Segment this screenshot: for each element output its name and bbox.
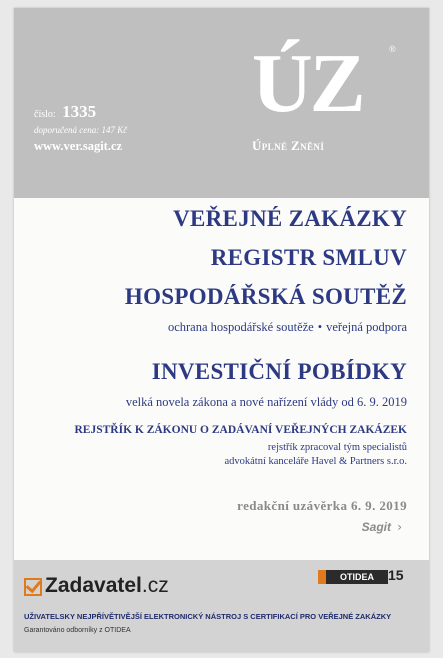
logo-subtitle: Úplné Znění — [252, 138, 325, 153]
advert-band — [14, 560, 429, 652]
register-line-1: rejstřík zpracoval tým specialistů — [267, 442, 407, 453]
issue-info — [34, 102, 96, 122]
otidea-logo: OTIDEA — [318, 570, 388, 584]
cover-header — [14, 8, 429, 198]
subtitle-part-a: ochrana hospodářské soutěže — [167, 320, 314, 334]
checkbox-icon — [24, 578, 42, 596]
sagit-logo: Sagit — [361, 520, 391, 534]
subtitle-investicni-pobidky: velká novela zákona a nové nařízení vlády od 6. 9. 2019 — [125, 395, 407, 409]
anniversary-badge: 15 — [388, 567, 404, 583]
book-cover — [14, 8, 429, 652]
subtitle-hospodarska-soutez — [168, 320, 407, 335]
brand-tld: .cz — [141, 574, 169, 597]
register-title: REJSTŘÍK K ZÁKONU O ZADÁVANÍ VEŘEJNÝCH ZAKÁZEK — [74, 424, 407, 436]
title-investicni-pobidky: INVESTIČNÍ POBÍDKY — [151, 359, 407, 384]
title-registr-smluv: REGISTR SMLUV — [210, 245, 407, 270]
sagit-arrow-icon: › — [397, 520, 402, 534]
issue-number: 1335 — [62, 102, 97, 121]
subtitle-part-b: veřejná podpora — [326, 320, 407, 334]
title-verejne-zakazky: VEŘEJNÉ ZAKÁZKY — [173, 206, 407, 231]
registered-mark: ® — [389, 44, 396, 54]
issue-label: číslo: — [34, 109, 56, 120]
uz-logo: ÚZ — [252, 37, 363, 130]
zadavatel-logo — [24, 574, 169, 598]
register-line-2: advokátní kanceláře Havel & Partners s.r.o. — [224, 456, 407, 467]
brand-main: Zadavatel — [45, 574, 142, 597]
band-tagline: UŽIVATELSKY NEJPŘÍVĚTIVĚJŠÍ ELEKTRONICKÝ NÁSTROJ S CERTIFIKACÍ PRO VEŘEJNÉ ZAKÁZKY — [24, 612, 392, 621]
website-link[interactable]: www.ver.sagit.cz — [34, 139, 123, 153]
bullet-separator: • — [317, 320, 323, 334]
band-guarantee: Garantováno odborníky z OTIDEA — [24, 627, 131, 634]
title-hospodarska-soutez: HOSPODÁŘSKÁ SOUTĚŽ — [124, 284, 407, 309]
editorial-deadline: redakční uzávěrka 6. 9. 2019 — [237, 498, 407, 513]
price-label: doporučená cena: 147 Kč — [34, 125, 128, 135]
